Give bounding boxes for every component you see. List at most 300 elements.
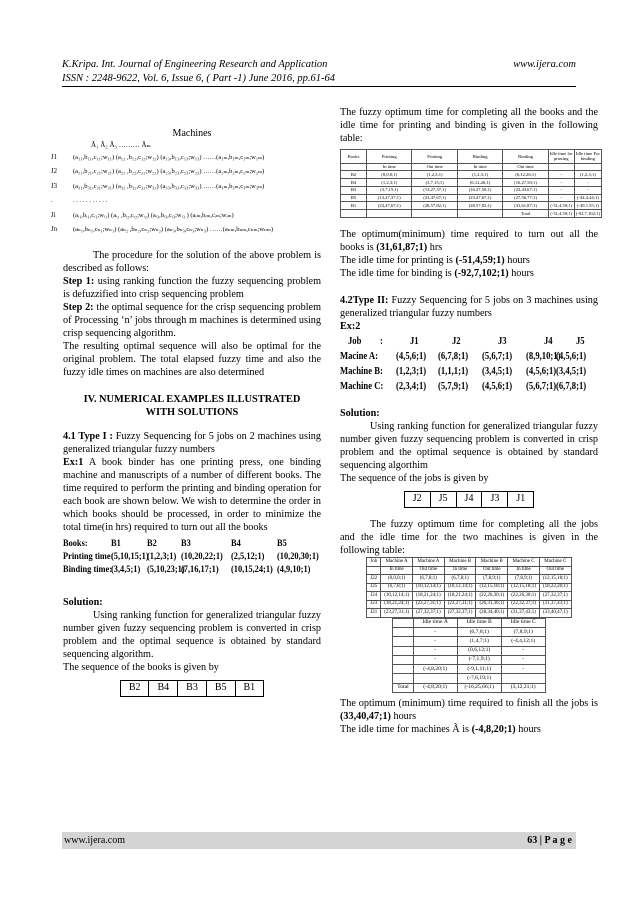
sequence-2-table <box>404 491 535 508</box>
table4-cell: - <box>413 655 457 664</box>
jobs-table-header-cell: J1 <box>409 336 419 348</box>
table3-cell: (22,26,30;1) <box>508 592 540 601</box>
solution-1-text: Using ranking function for generalized triangular fuzzy number given fuzzy sequencing problem is converted in crisp problem and the optimal sequence is obtained by standard sequencing algorithm. <box>63 610 321 661</box>
jobs-table-cell: (5,7,9;1) <box>437 381 469 393</box>
table4-cell <box>501 674 545 683</box>
books-table-row <box>63 551 319 564</box>
matrix-title: Machines <box>172 128 212 139</box>
books-table-cell: (1,2,3;1) <box>146 552 177 563</box>
step-1-label: Step 1: <box>63 275 95 287</box>
table3-cell: (22,26,30;1) <box>476 592 508 601</box>
table1-cell: B5 <box>341 194 367 202</box>
sequence-cell: J3 <box>482 492 508 508</box>
table1-header-cell: Idle time For binding <box>575 150 600 162</box>
jobs-table-header-cell: : <box>379 336 383 348</box>
page-footer <box>62 832 576 849</box>
table3-cell: (33,40,47;1) <box>539 609 571 618</box>
table3-row <box>367 583 571 592</box>
table1-cell: (3,7,15;1) <box>367 186 412 194</box>
table4-cell <box>413 674 457 683</box>
table4-cell: (1,4,7;1) <box>457 637 501 646</box>
jobs-table <box>340 335 598 397</box>
table1-row <box>341 171 602 179</box>
table4-cell: (-4,8,20;1) <box>413 665 457 674</box>
table3-header-cell: Out time <box>413 566 445 575</box>
table1-cell: B1 <box>341 202 367 210</box>
table3-cell: (7,8,9;1) <box>508 575 540 584</box>
table4-header-cell: Idle time Ã <box>413 618 457 627</box>
idle-binding-unit: hours <box>508 267 534 279</box>
step-2-text: the optimal sequence for the crisp sequencing problem of Processing ‘n’ jobs through m machines is determined using crisp sequencing algorithm. <box>63 301 321 339</box>
table3-cell: J25 <box>367 583 381 592</box>
matrix-row-values: (a₂₁,b₂₁,c₂₁;w₂₁) (a₂₂ ,b₂₂,c₂₂;w₂₂) (a₂₃,b₂₃,c₂₃;w₂₃) ……(a₂ₘ,b₂ₘ,c₂ₘ;w₂ₘ) <box>73 168 265 176</box>
table4-total-cell: (-4,8,20;1) <box>413 683 457 692</box>
matrix-row <box>51 225 323 235</box>
table1-cell: - <box>574 179 601 187</box>
jobs-table-header-cell: J3 <box>497 336 507 348</box>
books-table-cell: (5,10,23;1) <box>146 565 185 576</box>
table4-cell: - <box>501 655 545 664</box>
page-number: 63 | P a g e <box>527 835 572 846</box>
idle-machine-a-value: (-4,8,20;1) <box>471 724 516 736</box>
table1-cell: (27,56,77;1) <box>503 194 548 202</box>
table3-header-cell: Machine C <box>539 558 571 567</box>
table3-cell: (12,15,18;1) <box>476 583 508 592</box>
left-column <box>51 110 321 697</box>
table3-cell: J23 <box>367 600 381 609</box>
jobs-table-row <box>340 380 587 395</box>
matrix-row <box>51 167 323 177</box>
table3-cell: (23,27,31;1) <box>413 600 445 609</box>
table1-cell: Total <box>503 210 548 218</box>
books-table-cell: Printing time: <box>63 552 114 563</box>
idle-printing <box>340 254 598 267</box>
books-table-cell: (7,16,17;1) <box>180 565 219 576</box>
table1-cell: (28,57,82;1) <box>457 202 502 210</box>
matrix-row-label: . <box>51 197 53 205</box>
books-table-cell: B1 <box>110 539 121 550</box>
table1-cell: (1,2,3;1) <box>367 179 412 187</box>
table4-cell: (-7,1,9;1) <box>457 655 501 664</box>
table3-header-cell: Machine B <box>476 558 508 567</box>
table1-cell: (23,47,67;1) <box>457 194 502 202</box>
books-schedule-table <box>340 149 602 218</box>
table1-header-cell: Printing <box>412 150 457 163</box>
table4-cell: (6,7,8;1) <box>457 628 501 637</box>
optimum-time-1-unit: hrs <box>427 241 443 253</box>
table3-cell: (18,21,24;1) <box>413 592 445 601</box>
books-table-cell: (10,20,22;1) <box>180 552 223 563</box>
table1-cell: (13,27,37;1) <box>412 186 457 194</box>
matrix-row-label: Jn <box>51 226 58 234</box>
example-1-text: A book binder has one printing press, one binding machine and manuscripts of a number of different books. The time required to perform the printing and binding operation for each book are shown below. We wish to determine the order in which books should be processed, in order to minimize the total time(in hrs) required to turn out all the books <box>63 456 321 534</box>
table4-blank <box>393 674 413 683</box>
idle-binding-text: The idle time for binding is <box>340 267 455 279</box>
table3-cell: (18,21,24;1) <box>381 600 413 609</box>
optimum-time-2 <box>340 697 598 723</box>
table3-cell: (7,8,9;1) <box>476 575 508 584</box>
idle-binding-value: (-92,7,102;1) <box>454 267 509 279</box>
procedure-intro: The procedure for the solution of the above problem is described as follows: <box>63 249 321 274</box>
table4-row <box>393 646 545 655</box>
table1-cell: (23,47,67;1) <box>412 194 457 202</box>
table3-header-cell: Out time <box>476 566 508 575</box>
table1-row <box>341 179 602 187</box>
table1-cell: (6,12,26;1) <box>457 179 502 187</box>
jobs-table-cell: (6,7,8;1) <box>437 351 469 363</box>
sequence-cell: B4 <box>149 681 178 697</box>
idle-binding <box>340 267 598 280</box>
table1-header-cell: Books <box>341 150 367 163</box>
table1-cell <box>341 210 367 218</box>
matrix-row <box>51 182 323 192</box>
table3-cell: (31,37,43;1) <box>508 609 540 618</box>
table1-cell: (1,2,3;1) <box>457 171 502 179</box>
sequence-cell: B1 <box>235 681 264 697</box>
table3-header-cell: Out time <box>539 566 571 575</box>
table1-cell: - <box>548 179 574 187</box>
jobs-table-cell: (5,6,7;1) <box>525 381 557 393</box>
table4-row <box>393 665 545 674</box>
books-table-cell: (3,4,5;1) <box>110 565 141 576</box>
table1-cell: (31,61,87;1) <box>503 202 548 210</box>
table1-cell: (13,27,37;1) <box>367 194 412 202</box>
example-2-label: Ex:2 <box>340 321 361 333</box>
books-table-cell: Binding time: <box>63 565 113 576</box>
table3-cell: (27,32,37;1) <box>444 609 476 618</box>
table4-header-row <box>393 618 545 627</box>
books-table-cell: (5,10,15;1) <box>110 552 149 563</box>
books-table-cell: B5 <box>276 539 287 550</box>
table1-cell: - <box>548 171 574 179</box>
table1-header-cell <box>574 163 601 171</box>
jobs-schedule-table <box>366 557 571 618</box>
table1-cell: (1,2,3;1) <box>574 171 601 179</box>
table1-row <box>341 202 602 210</box>
table3-header-cell: Machine A <box>413 558 445 567</box>
table1-cell: (6,12,26;1) <box>503 171 548 179</box>
matrix-row-label: J2 <box>51 168 58 176</box>
table4-cell: (0,6,12;1) <box>457 646 501 655</box>
books-table-cell: B2 <box>146 539 157 550</box>
jobs-table-cell: (4,5,6;1) <box>525 366 557 378</box>
table1-cell: - <box>548 194 574 202</box>
table3-header-cell: In time <box>508 566 540 575</box>
table4-blank <box>393 646 413 655</box>
table3-header-cell: Machine A <box>381 558 413 567</box>
page-header <box>62 58 576 85</box>
matrix-row <box>51 153 323 163</box>
table4-blank <box>393 665 413 674</box>
footer-url[interactable]: www.ijera.com <box>64 835 125 846</box>
table4-blank <box>393 655 413 664</box>
table1-row <box>341 186 602 194</box>
books-table-cell: (10,15,24;1) <box>230 565 273 576</box>
matrix-row-values: . . . . . . . . . . . <box>73 197 108 205</box>
table4-cell: - <box>413 646 457 655</box>
table3-row <box>367 600 571 609</box>
header-rule <box>62 86 576 87</box>
books-table-cell: B4 <box>230 539 241 550</box>
idle-printing-unit: hours <box>504 254 530 266</box>
table3-cell: (0,0,0;1) <box>381 575 413 584</box>
table3-cell: (23,27,31;1) <box>381 609 413 618</box>
table4-header-cell: Idle time C̃ <box>501 618 545 627</box>
optimum-time-1-text: The optimum(minimum) time required to turn out all the books is <box>340 228 598 253</box>
table1-header-cell: Binding <box>457 150 502 163</box>
table3-cell: (26,31,36;1) <box>476 600 508 609</box>
books-table-cell: (10,20,30;1) <box>276 552 319 563</box>
type-2 <box>340 294 598 320</box>
step-2 <box>63 301 321 340</box>
table1-cell: B3 <box>341 186 367 194</box>
sequence-cell: B3 <box>178 681 207 697</box>
table4-cell: - <box>413 628 457 637</box>
table3-cell: (18,22,26;1) <box>539 583 571 592</box>
table4-row <box>393 637 545 646</box>
section-heading: IV. NUMERICAL EXAMPLES ILLUSTRATED WITH SOLUTIONS <box>83 394 301 419</box>
books-table-row <box>63 564 311 577</box>
fuzzy-matrix <box>51 141 323 235</box>
table3-cell: (10,12,14;1) <box>381 592 413 601</box>
table1-row <box>341 194 602 202</box>
table4-cell: - <box>501 665 545 674</box>
table4-row <box>393 674 545 683</box>
sequence-cell: B5 <box>206 681 235 697</box>
table1-cell <box>457 210 502 218</box>
optimum-time-2-value: (33,40,47;1) <box>340 710 391 722</box>
books-table-row <box>63 538 290 551</box>
table1-header-cell: Binding <box>503 150 548 163</box>
books-table <box>63 538 321 582</box>
table1-cell: (-92,7,102;1) <box>575 210 600 216</box>
table4-cell: - <box>501 646 545 655</box>
idle-machine-a-unit: hours <box>515 724 541 736</box>
matrix-row-values: (a₃₁,b₃₁,c₃₁;w₃₁) (a₃₂ ,b₃₂,c₃₂;w₃₂) (a₃₃,b₃₃,c₃₃;w₃₃) ……(a₃ₘ,b₃ₘ,c₃ₘ;w₃ₘ) <box>73 182 265 190</box>
table1-cell: B2 <box>341 171 367 179</box>
table1-cell: B4 <box>341 179 367 187</box>
type-2-label: 4.2Type II: <box>340 294 389 306</box>
sequence-cell: B2 <box>120 681 149 697</box>
table1-header-cell <box>341 163 367 171</box>
jobs-table-cell: (2,3,4;1) <box>395 381 427 393</box>
books-table-cell: (2,5,12;1) <box>230 552 265 563</box>
example-1-label: Ex:1 <box>63 456 84 468</box>
table3-cell: (27,32,37;1) <box>539 592 571 601</box>
sequence-2-label: The sequence of the jobs is given by <box>340 473 489 485</box>
table3-header-cell: In time <box>444 566 476 575</box>
idle-machine-a-text: The idle time for machines Ã is <box>340 724 472 736</box>
table1-header-cell: Out time <box>503 163 548 171</box>
table1-cell: (28,57,82;1) <box>412 202 457 210</box>
table1-cell: (1,2,3;1) <box>412 171 457 179</box>
jobs-table-cell: Macine A: <box>340 351 379 363</box>
idle-printing-value: (-51,4,59;1) <box>455 254 505 266</box>
table3-cell: (6,7,8;1) <box>413 575 445 584</box>
type-1 <box>63 430 321 456</box>
sequence-cell: J2 <box>404 492 430 508</box>
books-table-cell: B3 <box>180 539 191 550</box>
table1-cell: (0,0,0;1) <box>367 171 412 179</box>
idle-printing-text: The idle time for printing is <box>340 254 456 266</box>
table1-cell: (-51,4,59;1) <box>548 210 574 218</box>
jobs-table-cell: (4,5,6;1) <box>395 351 427 363</box>
optimum-time-1-value: (31,61,87;1) <box>376 241 428 253</box>
table4-row <box>393 655 545 664</box>
table1-header-cell: Idle time for printing <box>549 150 573 162</box>
table1-cell: (23,47,67;1) <box>367 202 412 210</box>
jobs-table-cell: (3,4,5;1) <box>555 366 587 378</box>
table4-cell: (-4,4,12;1) <box>501 637 545 646</box>
table3-header-cell: Machine C <box>508 558 540 567</box>
table1-intro: The fuzzy optimum time for completing all the books and the idle time for printing and binding is given in the following table: <box>340 107 598 145</box>
optimum-time-2-text: The optimum (minimum) time required to finish all the jobs is <box>340 697 598 709</box>
matrix-row <box>51 211 323 221</box>
table1-header-cell <box>548 163 574 171</box>
jobs-table-header-cell: J2 <box>451 336 461 348</box>
table1-cell: (3,7,15;1) <box>412 179 457 187</box>
matrix-row <box>51 196 323 206</box>
jobs-table-cell: (4,5,6;1) <box>481 381 513 393</box>
table3-header-row <box>367 558 571 567</box>
sequence-cell: J1 <box>508 492 534 508</box>
journal-issn: ISSN : 2248-9622, Vol. 6, Issue 6, ( Part -1) June 2016, pp.61-64 <box>62 72 335 84</box>
jobs-table-cell: Machine C: <box>340 381 384 393</box>
sequence-cell: J5 <box>430 492 456 508</box>
step-1-text: using ranking function the fuzzy sequencing problem is defuzzified into crisp sequencing problem <box>63 275 321 300</box>
table1-header-cell: Out time <box>412 163 457 171</box>
table4-total-cell: (-16,25,66;1) <box>457 683 501 692</box>
example-1 <box>63 456 321 534</box>
books-table-cell: (4,9,10;1) <box>276 565 311 576</box>
table3-cell: (6,7,8;1) <box>381 583 413 592</box>
table4-blank <box>393 637 413 646</box>
table4-corner <box>393 618 413 627</box>
right-column <box>340 106 598 736</box>
table4-cell: (7,8,9;1) <box>501 628 545 637</box>
step-1 <box>63 275 321 301</box>
table3-row <box>367 609 571 618</box>
books-table-cell: Books: <box>63 539 88 550</box>
jobs-table-cell: (6,7,8;1) <box>555 381 587 393</box>
table1-header-row <box>341 163 602 171</box>
table1-cell <box>412 210 457 218</box>
table3-cell: (31,37,43;1) <box>539 600 571 609</box>
table1-cell: (16,27,50;1) <box>503 179 548 187</box>
optimum-time-1 <box>340 228 598 254</box>
table3-cell: (10,12,14;1) <box>413 583 445 592</box>
table3-cell: (27,32,37;1) <box>413 609 445 618</box>
solution-1-label: Solution: <box>63 597 103 609</box>
sequence-cell: J4 <box>456 492 482 508</box>
journal-citation: K.Kripa. Int. Journal of Engineering Research and Application <box>62 59 328 70</box>
type-2-text: Fuzzy Sequencing for 5 jobs on 3 machines using generalized triangular fuzzy numbers <box>340 294 598 319</box>
optimum-time-2-unit: hours <box>390 710 417 722</box>
table1-header-cell: Printing <box>367 150 412 163</box>
sequence-1-table <box>120 680 264 697</box>
table3-cell: J24 <box>367 592 381 601</box>
matrix-row-label: J3 <box>51 182 58 190</box>
matrix-row-values: (aₙ₁,bₙ₁,cₙ₁;wₙ₁) (aₙ₂ ,bₙ₂,cₙ₂;wₙ₂) (aₙ₃,bₙ₃,cₙ₃;wₙ₃) ……(aₙₘ,bₙₘ,cₙₘ;wₙₘ) <box>73 226 274 234</box>
table1-cell: - <box>548 186 574 194</box>
table1-header-cell: In time <box>457 163 502 171</box>
table1-header-cell: In time <box>367 163 412 171</box>
jobs-table-header-cell: Job <box>347 336 362 348</box>
table3-header-cell: Machine B <box>444 558 476 567</box>
table3-row <box>367 592 571 601</box>
table3-header-cell <box>367 566 381 575</box>
matrix-row-values: (a₁₁,b₁₁,c₁₁;w₁₁) (a₁₂ ,b₁₂,c₁₂;w₁₂) (a₁₃,b₁₃,c₁₃;w₁₃) ……(a₁ₘ,b₁ₘ,c₁ₘ;w₁ₘ) <box>73 153 265 161</box>
jobs-table-cell: (3,4,5;1) <box>481 366 513 378</box>
table3-cell: J22 <box>367 575 381 584</box>
solution-2-text: Using ranking function for generalized triangular fuzzy number given fuzzy sequencing problem is converted in crisp problem and the optimal sequence is obtained by standard sequencing algorthim <box>340 421 598 472</box>
table1-row <box>341 210 602 218</box>
jobs-table-cell: (8,9,10;1) <box>525 351 561 363</box>
table1-cell: (-51,4,59;1) <box>548 202 574 210</box>
jobs-table-cell: (1,1,1;1) <box>437 366 469 378</box>
table3-header-row <box>367 566 571 575</box>
table4-cell: (-7,6,19;1) <box>457 674 501 683</box>
jobs-table-row <box>340 365 587 380</box>
table1-cell: (-44,4,44;1) <box>574 194 601 202</box>
table3-cell: (22,32,37;1) <box>508 600 540 609</box>
jobs-table-cell: (4,5,6;1) <box>555 351 587 363</box>
table4-cell: (-9,1,11;1) <box>457 665 501 674</box>
table4-row <box>393 628 545 637</box>
table3-header-cell: In time <box>381 566 413 575</box>
jobs-table-header-cell: J4 <box>543 336 553 348</box>
table1-cell: (16,27,50;1) <box>457 186 502 194</box>
table3-cell: (12,15,18;1) <box>539 575 571 584</box>
table1-cell: (-49,1,55;1) <box>574 202 601 210</box>
table1-cell <box>367 210 412 218</box>
table4-header-cell: Idle time B̃ <box>457 618 501 627</box>
jobs-table-cell: Machine B: <box>340 366 383 378</box>
table3-cell: (6,7,8;1) <box>444 575 476 584</box>
sequence-1-label: The sequence of the books is given by <box>63 662 219 674</box>
jobs-table-header <box>340 335 585 350</box>
idle-time-table <box>392 618 545 693</box>
jobs-table-header-cell: J5 <box>575 336 585 348</box>
table3-intro: The fuzzy optimum time for completing all the jobs and the idle time for the two machines is given in the following table: <box>340 519 598 557</box>
table3-cell: (10,12,14;1) <box>444 583 476 592</box>
table3-header-cell: Job <box>367 558 381 567</box>
jobs-table-cell: (5,6,7;1) <box>481 351 513 363</box>
table3-row <box>367 575 571 584</box>
table3-cell: (12,15,18;1) <box>508 583 540 592</box>
table4-total-row <box>393 683 545 692</box>
journal-url[interactable]: www.ijera.com <box>513 59 576 70</box>
idle-machine-a <box>340 723 598 736</box>
table3-cell: (23,27,31;1) <box>444 600 476 609</box>
matrix-row-label: Ji <box>51 211 56 219</box>
table1-header-row <box>341 150 602 163</box>
table4-cell: - <box>413 637 457 646</box>
jobs-table-cell: (1,2,3;1) <box>395 366 427 378</box>
table1-cell: (23,43,67;1) <box>503 186 548 194</box>
matrix-row-values: (aᵢ₁,bᵢ₁,cᵢ₁;wᵢ₁) (aᵢ₂ ,bᵢ₂,cᵢ₂;wᵢ₂) (aᵢ₃,bᵢ₃,cᵢ₃;wᵢ₃ ) (aᵢₘ,bᵢₘ,cᵢₘ;wᵢₘ) <box>73 211 234 219</box>
jobs-table-row <box>340 350 587 365</box>
solution-2-label: Solution: <box>340 408 380 420</box>
result-paragraph: The resulting optimal sequence will also be optimal for the original problem. The total elapsed fuzzy time and also the fuzzy idle times on machines are also determined <box>63 341 321 379</box>
table3-cell: J21 <box>367 609 381 618</box>
table4-blank <box>393 628 413 637</box>
table3-cell: (18,21,24;1) <box>444 592 476 601</box>
matrix-header: Ã₁ Ã₂ Ã₃ ……… Ãₘ <box>91 140 151 149</box>
table1-cell: - <box>574 186 601 194</box>
table4-total-cell: Total <box>393 683 413 692</box>
type-1-text: Fuzzy Sequencing for 5 jobs on 2 machines using generalized triangular fuzzy numbers <box>63 430 321 455</box>
